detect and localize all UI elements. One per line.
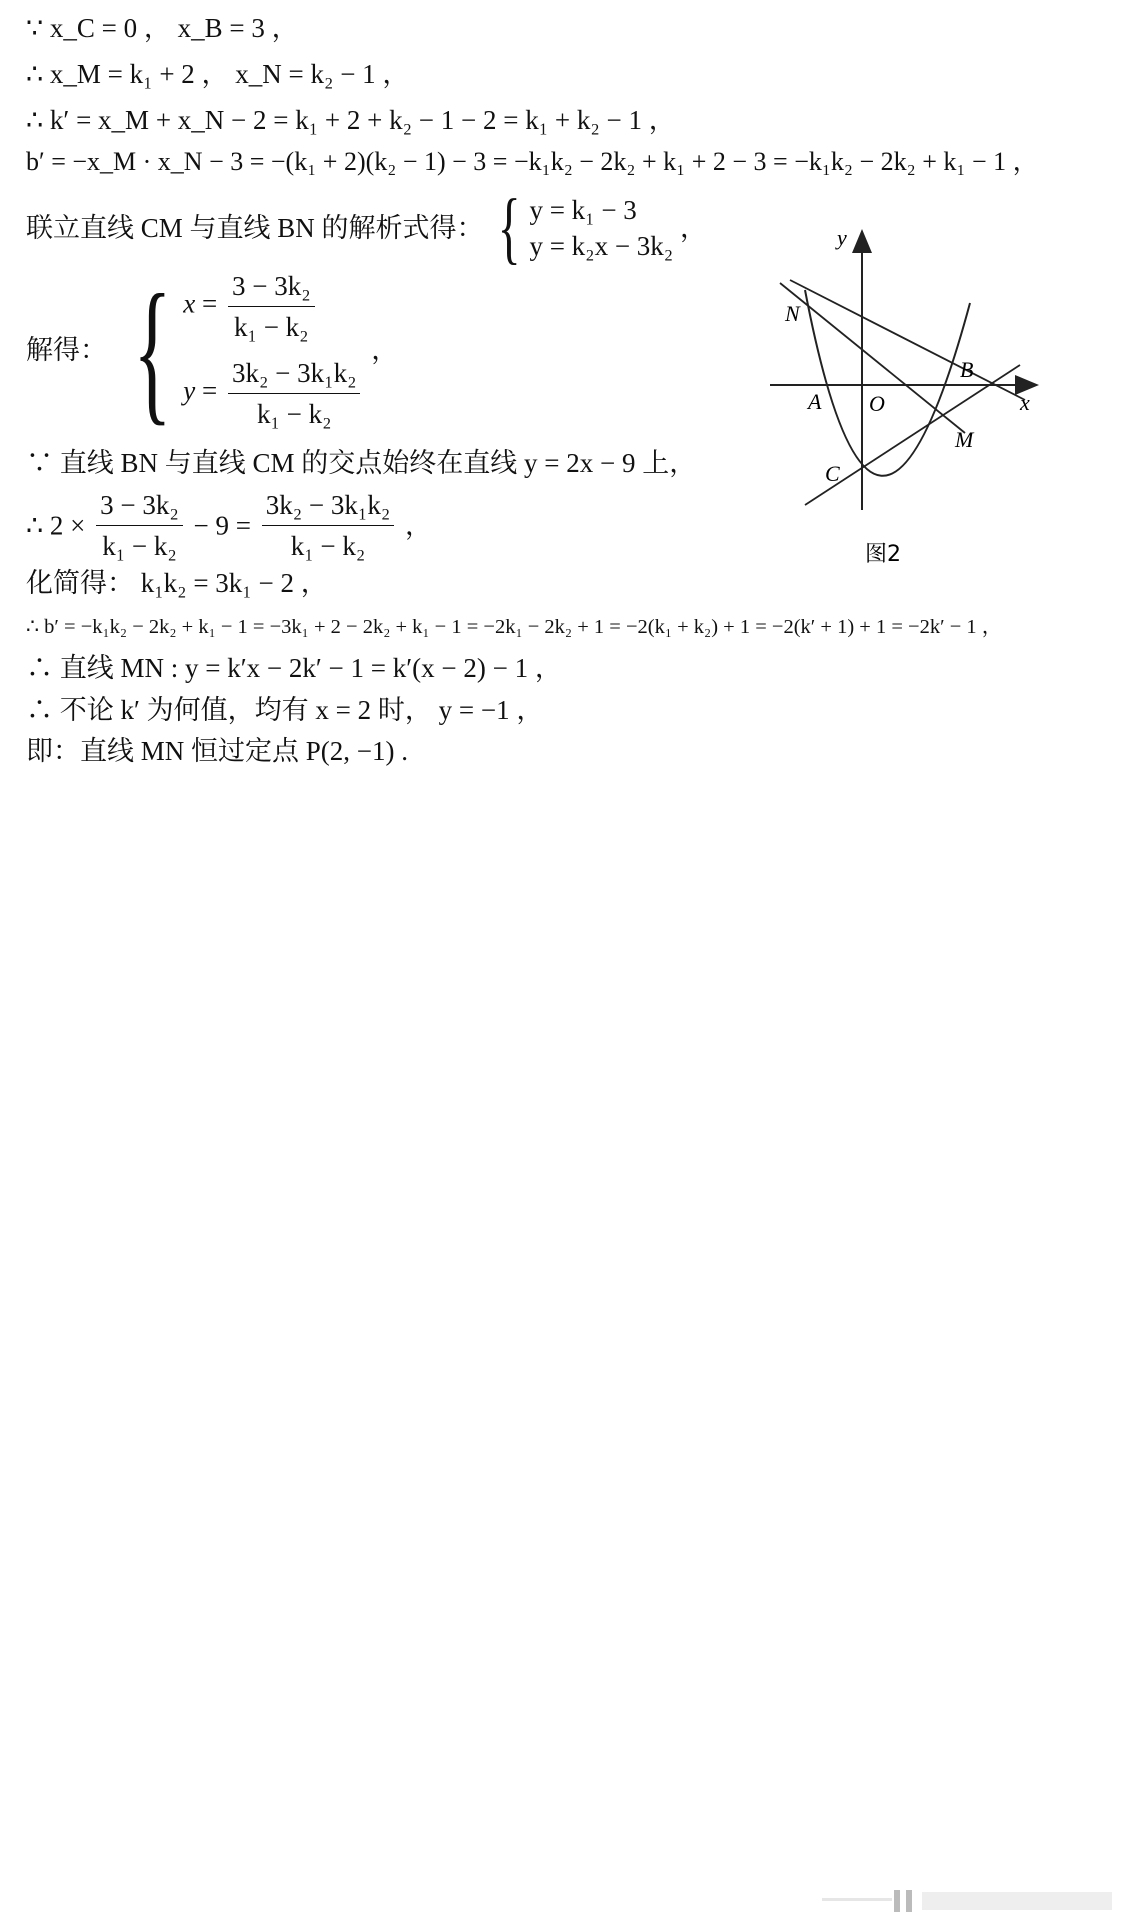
- label-A: A: [808, 389, 822, 414]
- label-O: O: [869, 391, 885, 416]
- label-y: y: [837, 225, 847, 250]
- label-M: M: [955, 427, 974, 452]
- line-10: ∴ b′ = −k₁k₂ − 2k₂ + k₁ − 1 = −3k₁ + 2 − 2k₂ + k₁ − 1 = −2k₁ − 2k₂ + 1 = −2(k₁ + k₂) + 1 = −2(k′ + 1) + 1 = −2k′ − 1 ，: [26, 616, 1003, 638]
- watermark: [822, 1888, 1122, 1916]
- line-6-text: 解得：: [26, 335, 107, 365]
- fraction-left: $\frac{\text{3 − 3k₂}}{\text{k₁ − k₂}}$: [96, 487, 183, 564]
- line-5-text: 联立直线 CM 与直线 BN 的解析式得：: [26, 213, 484, 243]
- line-13: 即：直线 MN 恒过定点 P(2, −1) .: [26, 736, 408, 766]
- figure-2: [765, 225, 1065, 575]
- system-eq-2: y = k₂x − 3k₂: [529, 231, 674, 261]
- system-eq-1: y = k₁ − 3: [529, 195, 637, 225]
- y-fraction: $\frac{\text{3k₂ − 3k₁k₂}}{\text{k₁ − k₂}}$: [228, 355, 360, 432]
- fraction-right: $\frac{\text{3k₂ − 3k₁k₂}}{\text{k₁ − k₂}}$: [262, 487, 394, 564]
- line-11: ∴ 直线 MN : y = k′x − 2k′ − 1 = k′(x − 2) − 1 ，: [26, 653, 562, 683]
- line-5: 联立直线 CM 与直线 BN 的解析式得： { y = k₁ − 3 y = k₂x − 3k₂ ，: [26, 184, 707, 272]
- brace: {: [497, 184, 522, 272]
- brace: {: [132, 261, 172, 439]
- label-B: B: [960, 357, 974, 382]
- line-12: ∴ 不论 k′ 为何值，均有 x = 2 时， y = −1 ，: [26, 695, 544, 725]
- line-2: ∴ x_M = k₁ + 2 ， x_N = k₂ − 1 ，: [26, 59, 410, 89]
- parabola: [805, 290, 970, 476]
- label-N: N: [785, 301, 800, 326]
- line-6: 解得： { x = $\frac{\text{3 − 3k₂}}{\text{k₁ − k₂}}$ y = $\frac{\text{3k₂ − 3k₁k₂}}{\text{k₁ − k₂}}$ ，: [26, 261, 399, 439]
- solution-system: x = $\frac{\text{3 − 3k₂}}{\text{k₁ − k₂}}$ y = $\frac{\text{3k₂ − 3k₁k₂}}{\text{k₁ − k₂}}$: [183, 268, 364, 432]
- x-fraction: $\frac{\text{3 − 3k₂}}{\text{k₁ − k₂}}$: [228, 268, 315, 345]
- line-7: ∵ 直线 BN 与直线 CM 的交点始终在直线 y = 2x − 9 上，: [26, 448, 697, 478]
- line-3: ∴ k′ = x_M + x_N − 2 = k₁ + 2 + k₂ − 1 − 2 = k₁ + k₂ − 1 ，: [26, 105, 676, 135]
- line-4: b′ = −x_M · x_N − 3 = −(k₁ + 2)(k₂ − 1) − 3 = −k₁k₂ − 2k₂ + k₁ + 2 − 3 = −k₁k₂ − 2k₂ + k₁ − 1 ，: [26, 147, 1039, 176]
- figure-caption: 图2: [865, 542, 901, 567]
- system-equations: [529, 192, 673, 264]
- line-1: ∵ x_C = 0 ， x_B = 3 ，: [26, 13, 299, 43]
- line-8: ∴ 2 × $\frac{\text{3 − 3k₂}}{\text{k₁ − k₂}}$ − 9 = $\frac{\text{3k₂ − 3k₁k₂}}{\text{k₁ − k₂}}$ ，: [26, 487, 432, 564]
- line-9: 化简得： k₁k₂ = 3k₁ − 2 ，: [26, 568, 328, 598]
- label-C: C: [825, 461, 840, 486]
- label-x: x: [1020, 390, 1030, 415]
